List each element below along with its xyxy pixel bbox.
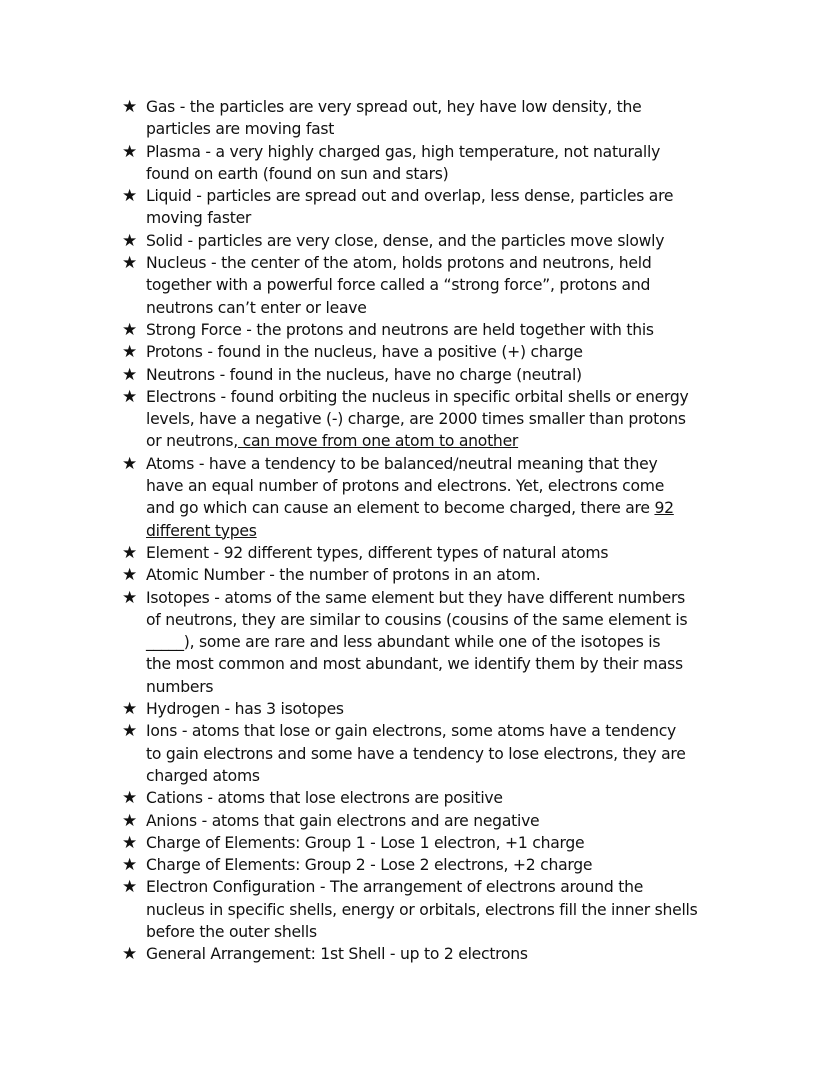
item-text-line: found on earth (found on sun and stars): [146, 164, 449, 183]
item-text-line: Plasma - a very highly charged gas, high temperature, not naturally: [146, 142, 661, 161]
item-text-line: before the outer shells: [146, 922, 317, 941]
item-text-line: Electron Configuration - The arrangement of electrons around the: [146, 878, 644, 897]
list-item-electron-configuration: [122, 876, 734, 943]
star-bullet-icon: ★: [122, 587, 138, 608]
item-text-line: Cations - atoms that lose electrons are positive: [146, 789, 503, 808]
item-text-line: charged atoms: [146, 766, 260, 785]
item-text-line: to gain electrons and some have a tendency to lose electrons, they are: [146, 744, 686, 763]
item-text-line: Gas - the particles are very spread out, hey have low density, the: [146, 98, 642, 116]
underlined-text: can move from one atom to another: [237, 432, 519, 451]
item-text-line: particles are moving fast: [146, 120, 335, 139]
item-text-line: Isotopes - atoms of the same element but they have different numbers: [146, 588, 686, 607]
list-item-charge-group-2: [122, 854, 734, 876]
star-bullet-icon: ★: [122, 364, 138, 385]
item-text-line: together with a powerful force called a “strong force”, protons and: [146, 276, 651, 295]
item-text-line: the most common and most abundant, we identify them by their mass: [146, 655, 683, 674]
item-text-line: Element - 92 different types, different types of natural atoms: [146, 543, 609, 562]
list-item-ions: [122, 720, 734, 787]
item-text-line: have an equal number of protons and electrons. Yet, electrons come: [146, 477, 665, 496]
list-item-isotopes: [122, 587, 734, 698]
item-text-line: numbers: [146, 677, 214, 696]
item-text-line: Atoms - have a tendency to be balanced/neutral meaning that they: [146, 454, 658, 473]
item-text-line: General Arrangement: 1st Shell - up to 2 electrons: [146, 945, 528, 964]
item-text-line: moving faster: [146, 209, 252, 228]
star-bullet-icon: ★: [122, 386, 138, 407]
list-item-plasma: [122, 141, 734, 186]
star-bullet-icon: ★: [122, 253, 138, 274]
item-text-line: levels, have a negative (-) charge, are 2000 times smaller than protons: [146, 410, 686, 429]
item-text-line: Protons - found in the nucleus, have a positive (+) charge: [146, 343, 583, 362]
item-text-line: [146, 497, 734, 519]
item-text-line: nucleus in specific shells, energy or orbitals, electrons fill the inner shells: [146, 900, 698, 919]
item-text-line: [146, 430, 734, 452]
item-text-line: Hydrogen - has 3 isotopes: [146, 700, 344, 719]
notes-list: [122, 96, 734, 966]
star-bullet-icon: ★: [122, 810, 138, 831]
plain-text: or neutrons,: [146, 432, 238, 451]
list-item-general-arrangement: [122, 943, 734, 965]
star-bullet-icon: ★: [122, 342, 138, 363]
list-item-liquid: [122, 185, 734, 230]
item-text-line: Charge of Elements: Group 1 - Lose 1 electron, +1 charge: [146, 833, 585, 852]
star-bullet-icon: ★: [122, 141, 138, 162]
list-item-electrons: [122, 386, 734, 453]
star-bullet-icon: ★: [122, 319, 138, 340]
star-bullet-icon: ★: [122, 855, 138, 876]
list-item-protons: [122, 341, 734, 363]
plain-text: and go which can cause an element to become charged, there are: [146, 499, 655, 518]
star-bullet-icon: ★: [122, 832, 138, 853]
item-text-line: of neutrons, they are similar to cousins (cousins of the same element is: [146, 610, 688, 629]
item-text-line: Neutrons - found in the nucleus, have no charge (neutral): [146, 365, 582, 384]
list-item-solid: [122, 230, 734, 252]
star-bullet-icon: ★: [122, 721, 138, 742]
item-text-line: Liquid - particles are spread out and overlap, less dense, particles are: [146, 187, 674, 206]
star-bullet-icon: ★: [122, 542, 138, 563]
item-text-line: Strong Force - the protons and neutrons are held together with this: [146, 320, 654, 339]
list-item-hydrogen: [122, 698, 734, 720]
star-bullet-icon: ★: [122, 230, 138, 251]
list-item-charge-group-1: [122, 832, 734, 854]
star-bullet-icon: ★: [122, 97, 138, 117]
list-item-atoms: [122, 453, 734, 542]
list-item-cations: [122, 787, 734, 809]
star-bullet-icon: ★: [122, 877, 138, 898]
list-item-gas: [122, 96, 734, 141]
item-text-line: Charge of Elements: Group 2 - Lose 2 electrons, +2 charge: [146, 856, 593, 875]
list-item-strong-force: [122, 319, 734, 341]
item-text-line: Ions - atoms that lose or gain electrons, some atoms have a tendency: [146, 722, 676, 741]
list-item-neutrons: [122, 364, 734, 386]
item-text-line: Electrons - found orbiting the nucleus in specific orbital shells or energy: [146, 387, 689, 406]
list-item-nucleus: [122, 252, 734, 319]
item-text-line: Solid - particles are very close, dense, and the particles move slowly: [146, 231, 665, 250]
star-bullet-icon: ★: [122, 186, 138, 207]
list-item-element: [122, 542, 734, 564]
underlined-text: different types: [146, 521, 257, 540]
star-bullet-icon: ★: [122, 565, 138, 586]
underlined-text: 92: [654, 499, 674, 518]
star-bullet-icon: ★: [122, 453, 138, 474]
star-bullet-icon: ★: [122, 944, 138, 965]
star-bullet-icon: ★: [122, 699, 138, 720]
list-item-atomic-number: [122, 564, 734, 586]
star-bullet-icon: ★: [122, 788, 138, 809]
item-text-line: neutrons can’t enter or leave: [146, 298, 367, 317]
item-text-line: Anions - atoms that gain electrons and are negative: [146, 811, 540, 830]
list-item-anions: [122, 810, 734, 832]
item-text-line: _____), some are rare and less abundant while one of the isotopes is: [146, 633, 661, 652]
item-text-line: Nucleus - the center of the atom, holds protons and neutrons, held: [146, 254, 652, 273]
item-text-line: Atomic Number - the number of protons in an atom.: [146, 566, 541, 585]
